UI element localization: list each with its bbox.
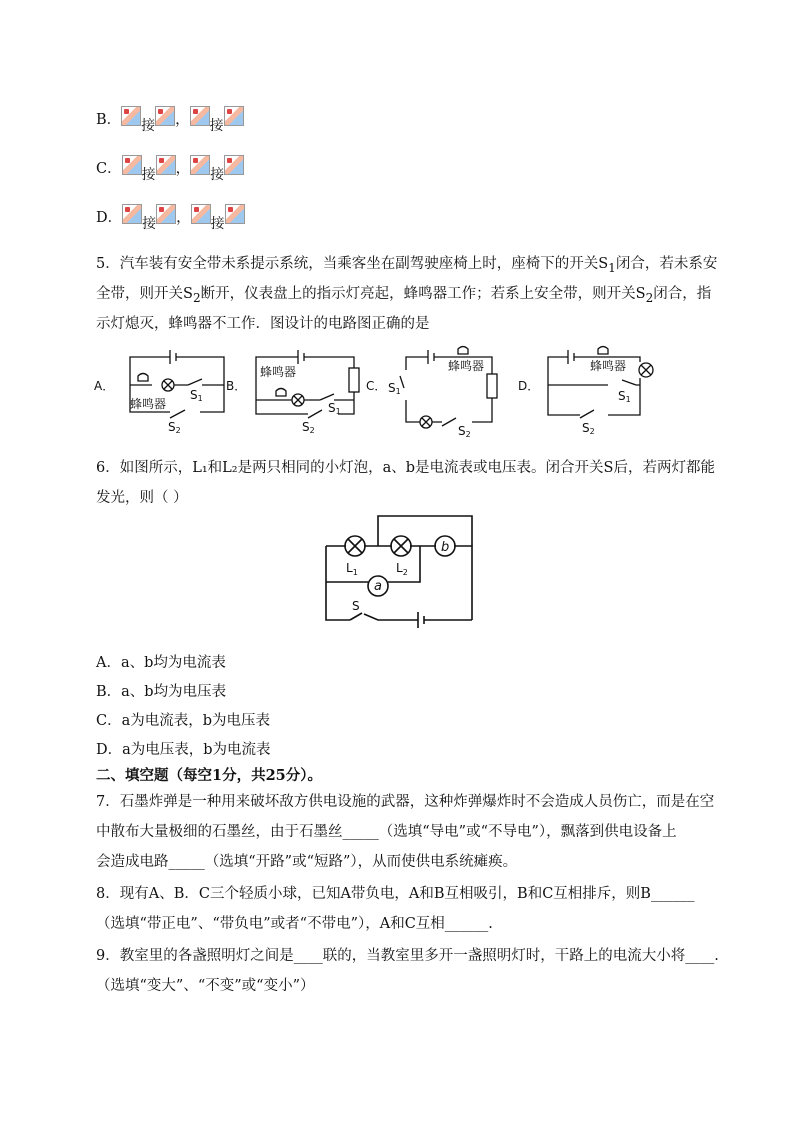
q6-circuit-figure [318,510,483,630]
meter-b-label: b [441,540,450,555]
q7-line1: 7．石墨炸弹是一种用来破坏敌方供电设施的武器，这种炸弹爆炸时不会造成人员伤亡，而是在空 [96,794,715,810]
circuit-b [256,350,359,418]
q6-line2 [96,486,188,507]
q5-text: 全带，则开关S [96,286,193,302]
buzzer-label: 蜂鸣器 [448,359,485,373]
q8-line2: （选填“带正电”、“带负电”或者“不带电”），A和C互相______. [96,916,493,932]
image-icon [122,155,142,175]
section-heading: 二、填空题（每空1分，共25分）。 [96,767,323,784]
option-sep: ， [175,112,190,128]
option-text: 接 [209,118,224,134]
q6-line1 [96,456,715,477]
q5-text: 闭合，若未系安 [615,256,718,272]
q5-line1 [96,252,717,275]
q5-circuit-figures [90,340,680,440]
q4-option-d [96,204,245,232]
image-icon [224,155,244,175]
option-label: A． [94,379,115,393]
option-text: 接 [210,167,225,183]
option-label: D． [518,379,540,393]
option-text: 接 [142,216,157,232]
s1-label: S1 [190,388,203,403]
q7-line3: 会造成电路_____（选填“开路”或“短路”），从而使供电系统瘫痪。 [96,854,518,870]
q9-line2: （选填“变大”、“不变”或“变小”） [96,978,315,994]
q4-option-c [96,155,244,183]
s2-label: S2 [168,420,181,435]
image-icon [156,155,176,175]
s2-label: S2 [582,421,595,436]
image-icon [156,204,176,224]
q5-text: 示灯熄灭，蜂鸣器不工作．图设计的电路图正确的是 [96,316,430,332]
option-sep: ， [176,210,191,226]
option-text: 接 [141,118,156,134]
image-icon [191,204,211,224]
q5-line3 [96,312,430,333]
image-icon [224,106,244,126]
switch-label: S [352,599,360,613]
q9-line1: 9．教室里的各盏照明灯之间是____联的，当教室里多开一盏照明灯时，干路上的电流大小将____. [96,948,719,964]
buzzer-label: 蜂鸣器 [590,359,627,373]
subscript: 2 [645,290,654,305]
option-text: 接 [210,216,225,232]
image-icon [225,204,245,224]
image-icon [122,204,142,224]
buzzer-label: 蜂鸣器 [130,397,167,411]
image-icon [121,106,141,126]
image-icon [190,106,210,126]
s1-label: S1 [388,381,401,396]
q6-option-d: D．a为电压表，b为电流表 [96,742,271,758]
q6-option-a: A．a、b均为电流表 [96,655,226,671]
s2-label: S2 [302,420,315,435]
option-label: B． [226,379,247,393]
option-letter: C． [96,161,122,177]
q5-text: 断开，仪表盘上的指示灯亮起，蜂鸣器工作；若系上安全带，则开关S [200,286,646,302]
option-label: C． [366,379,387,393]
option-sep: ， [175,161,191,177]
image-icon [190,155,210,175]
q6-text: 6．如图所示，L₁和L₂是两只相同的小灯泡，a、b是电流表或电压表。闭合开关S后，若两灯都能 [96,460,715,476]
meter-a-label: a [374,579,382,594]
subscript: 1 [608,260,616,275]
option-text: 接 [141,167,156,183]
l1-label: $L_1$ [346,561,358,577]
circuit-d [548,347,653,419]
option-letter: B． [96,112,122,128]
image-icon [155,106,175,126]
q7-line2: 中散布大量极细的石墨丝，由于石墨丝_____（选填“导电”或“不导电”），飘落到供电设备上 [96,824,677,840]
q6-option-b: B．a、b均为电压表 [96,684,227,700]
q5-text: 5．汽车装有安全带未系提示系统，当乘客坐在副驾驶座椅上时，座椅下的开关S [96,256,609,272]
q5-line2 [96,282,711,305]
subscript: 2 [192,290,201,305]
s1-label: S1 [328,401,341,416]
buzzer-label: 蜂鸣器 [260,365,297,379]
s2-label: S2 [458,424,471,439]
q5-text: 闭合，指 [653,286,712,302]
s1-label: S1 [618,389,631,404]
option-letter: D． [96,210,123,226]
q8-line1: 8．现有A、B．C三个轻质小球，已知A带负电，A和B互相吸引，B和C互相排斥，则B______ [96,886,695,902]
q6-text: 发光，则（ ） [96,490,188,506]
l2-label: $L_2$ [396,561,408,577]
q4-option-b [96,106,244,134]
q6-option-c: C．a为电流表，b为电压表 [96,713,271,729]
